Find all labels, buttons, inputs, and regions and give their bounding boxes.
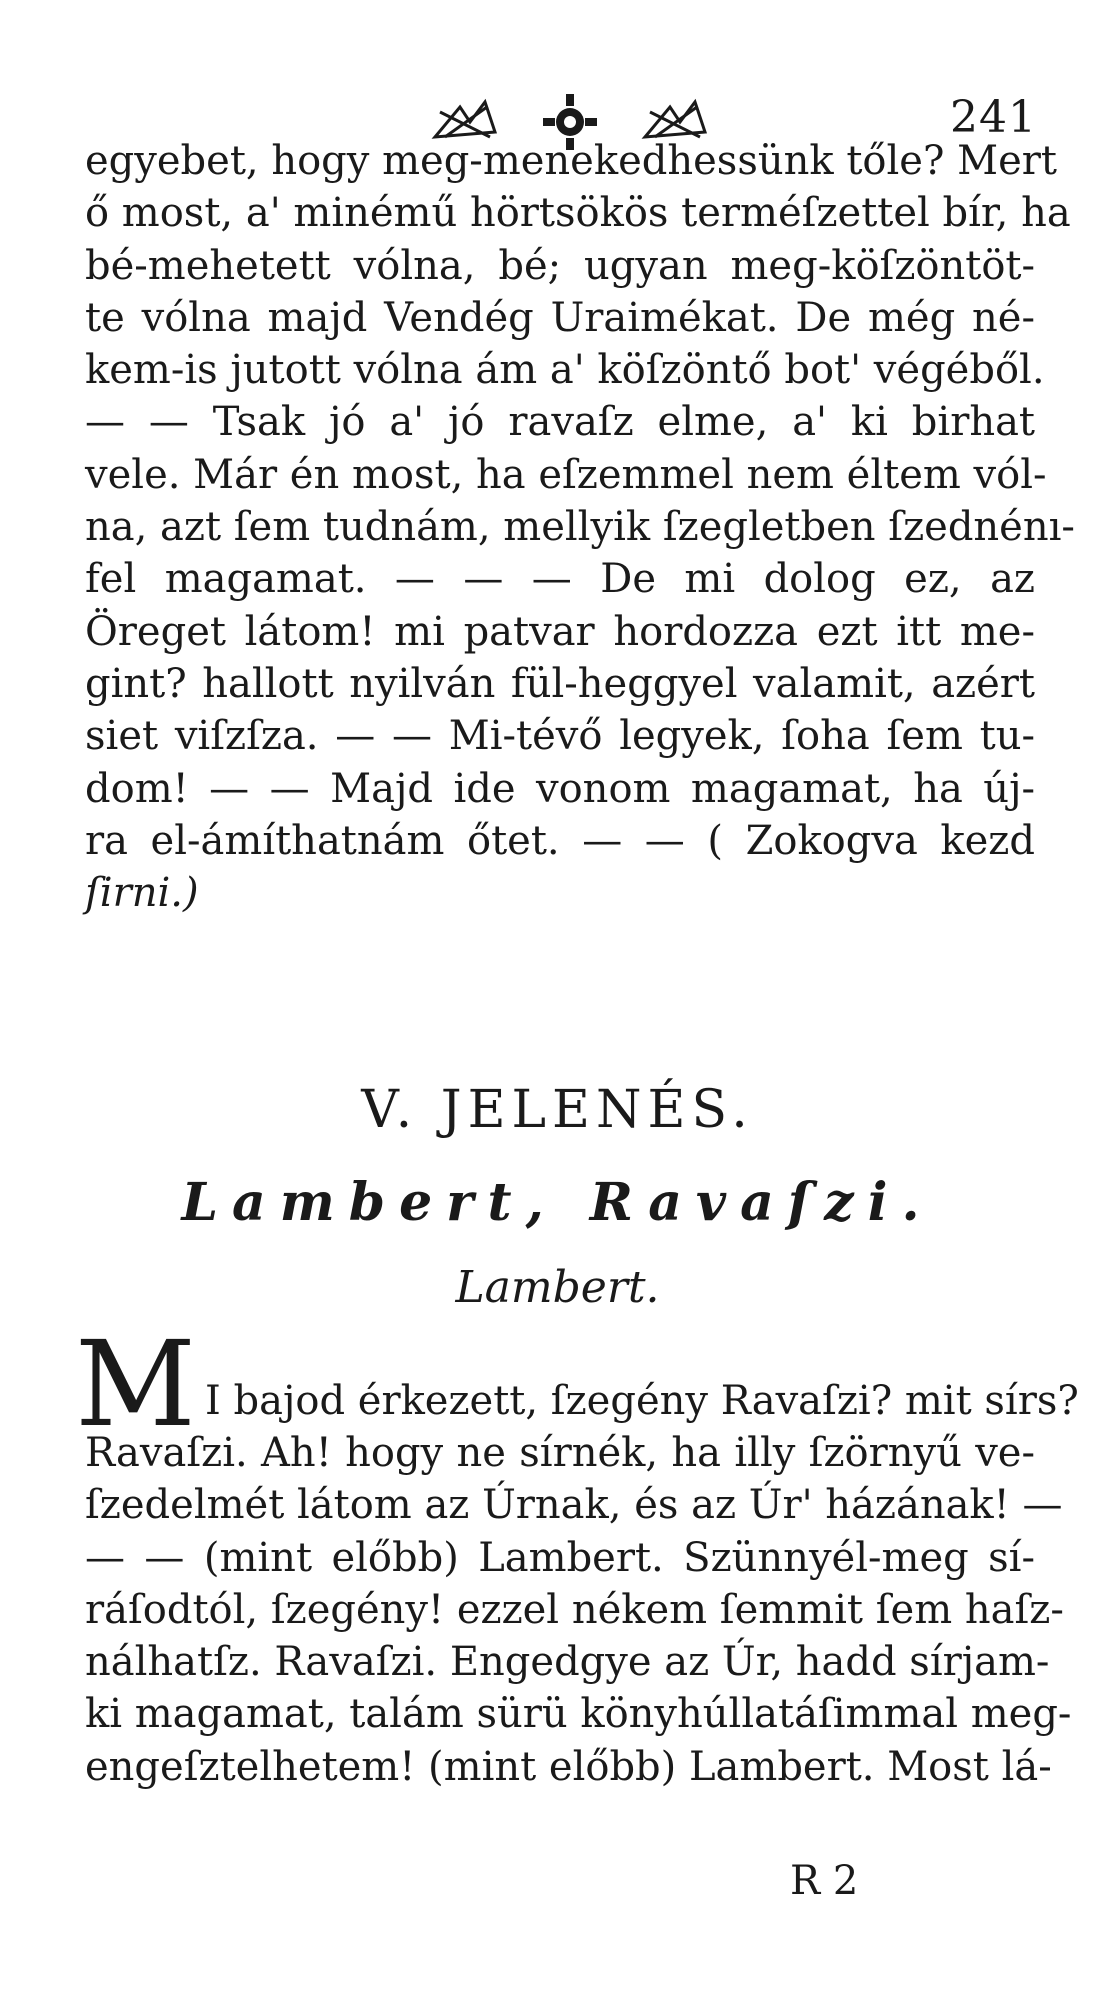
text-line: ráſodtól, ſzegény! ezzel nékem ſemmit ſem haſz-: [85, 1586, 1064, 1633]
text-line: ra el-ámíthatnám őtet. — — ( Zokogva kezd: [85, 817, 1035, 864]
first-line: [205, 1375, 1079, 1427]
scene-heading: V. JELENÉS.: [361, 1080, 754, 1140]
text-line: dom! — — Majd ide vonom magamat, ha új-: [85, 765, 1035, 812]
text-line: te vólna majd Vendég Uraimékat. De még né-: [85, 294, 1035, 341]
scene-characters: Lambert, Ravaſzi.: [181, 1172, 934, 1233]
text-line: bé-mehetett vólna, bé; ugyan meg-köſzöntöt-: [85, 242, 1035, 289]
text-line-last: ſirni.): [85, 870, 199, 917]
drop-cap: M: [75, 1315, 196, 1453]
page-number: 241: [950, 92, 1037, 143]
text-line: egyebet, hogy meg-menekedhessünk tőle? Mert: [85, 138, 1057, 184]
text-line: gint? hallott nyilván fül-heggyel valamit, azért: [85, 660, 1035, 707]
text-line: fel magamat. — — — De mi dolog ez, az: [85, 556, 1035, 603]
text-line: engeſztelhetem! (mint előbb) Lambert. Most lá-: [85, 1743, 1052, 1790]
text-line: Ravaſzi. Ah! hogy ne sírnék, ha illy ſzörnyű ve-: [85, 1430, 1035, 1476]
text-line: vele. Már én most, ha eſzemmel nem éltem vól-: [85, 451, 1047, 498]
text-line: na, azt ſem tudnám, mellyik ſzegletben ſzednénı-: [85, 504, 1075, 551]
text-line: ő most, a' minémű hörtsökös terméſzettel bír, ha: [85, 190, 1071, 237]
body-text: [85, 1427, 1072, 1793]
text-line: nálhatſz. Ravaſzi. Engedgye az Úr, hadd sírjam-: [85, 1639, 1050, 1686]
text-line: — — (mint előbb) Lambert. Szünnyél-meg sí-: [85, 1534, 1035, 1581]
top-text: [85, 135, 1075, 919]
text-line: ſzedelmét látom az Úrnak, és az Úr' házának! —: [85, 1482, 1063, 1529]
text-line: kem-is jutott vólna ám a' köſzöntő bot' végéből.: [85, 347, 1045, 394]
text-line: Öreget látom! mi patvar hordozza ezt itt me-: [85, 608, 1035, 655]
catchword: R 2: [790, 1858, 859, 1904]
speaker-name: Lambert.: [455, 1262, 660, 1313]
text-line: siet viſzſza. — — Mi-tévő legyek, ſoha ſem tu-: [85, 713, 1035, 760]
text-line: ki magamat, talám sürü könyhúllatáſimmal meg-: [85, 1691, 1072, 1738]
text-line: I bajod érkezett, ſzegény Ravaſzi? mit sírs?: [205, 1378, 1079, 1424]
text-line: — — Tsak jó a' jó ravaſz elme, a' ki birhat: [85, 399, 1035, 446]
